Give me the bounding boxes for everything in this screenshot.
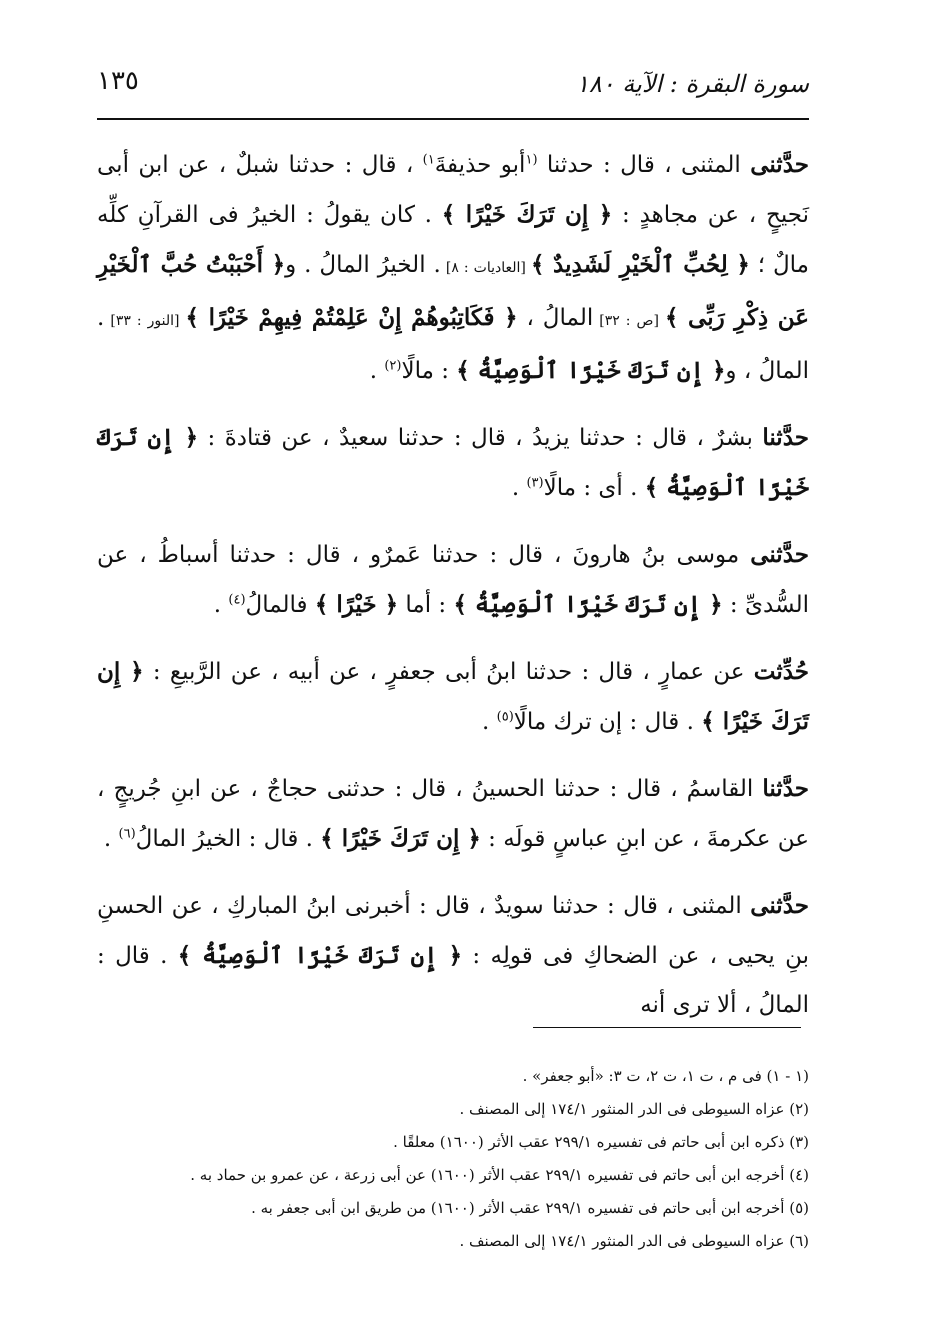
quran-quote: ﴿ خَيْرًا ﴾ xyxy=(314,591,399,618)
footnote-rule xyxy=(533,1027,801,1028)
footnote-marker: (١ xyxy=(525,152,538,168)
quran-quote: ﴿ أَحْبَبْتُ حُبَّ ٱلْخَيْرِ عَن ذِكْرِ رَبِّى ﴾ xyxy=(97,251,809,331)
paragraph-text: المثنى ، قال : حدثنا xyxy=(537,152,751,178)
page-header xyxy=(97,62,809,114)
footnote-marker: (٣) xyxy=(526,475,544,491)
narration-lead: حدَّثنا xyxy=(762,775,809,802)
paragraph-text: . xyxy=(103,826,119,852)
quran-quote: ﴿ إِن تَرَكَ خَيْرًا ﴾ xyxy=(441,201,613,228)
paragraph-text: : مالًا xyxy=(401,358,457,384)
verse-reference: [ص : ٣٢] xyxy=(593,313,665,329)
footnote: (٣) ذكره ابن أبى حاتم فى تفسيره ٢٩٩/١ عقب الأثر (١٦٠٠) معلقًا . xyxy=(393,1133,809,1151)
paragraph-text: . قال : إن ترك مالًا xyxy=(513,709,702,735)
paragraph-text: . xyxy=(511,475,527,501)
quran-quote: ﴿ لِحُبِّ ٱلْخَيْرِ لَشَدِيدٌ ﴾ xyxy=(530,251,750,278)
paragraph xyxy=(97,881,809,1030)
paragraph-text: بشرٌ ، قال : حدثنا يزيدُ ، قال : حدثنا سعيدٌ ، عن قتادةَ : xyxy=(198,425,763,451)
quran-quote: ﴿ إِن تَرَكَ خَيْرًا ٱلْوَصِيَّةُ ﴾ xyxy=(456,357,726,384)
paragraph-text: . الخيرُ المالُ . و xyxy=(285,252,441,278)
footnote-marker: ١) xyxy=(422,152,435,168)
narration-lead: حدَّثنا xyxy=(762,424,809,451)
running-title: سورة البقرة : الآية ١٨٠ xyxy=(575,70,809,98)
main-text xyxy=(97,140,809,1047)
paragraph xyxy=(97,140,809,396)
quran-quote: ﴿ إِن تَرَكَ خَيْرًا ﴾ xyxy=(320,825,481,852)
paragraph xyxy=(97,764,809,864)
paragraph-text: . قال : الخيرُ المالُ xyxy=(135,826,321,852)
footnote-marker: (٦) xyxy=(118,826,136,842)
footnotes xyxy=(97,1060,809,1258)
paragraph-text: ، قال : حدثنا شبلٌ ، عن ابن أبى نَجيحٍ ، عن مجاهدٍ : xyxy=(97,152,810,228)
quran-quote: ﴿ فَكَاتِبُوهُمْ إِنْ عَلِمْتُمْ فِيهِمْ خَيْرًا ﴾ xyxy=(185,304,518,331)
paragraph-text: . كان يقولُ : الخيرُ فى القرآنِ كلِّه مالٌ ؛ xyxy=(97,202,809,278)
paragraph-text: أبو حذيفةَ xyxy=(434,152,526,178)
verse-reference: [النور : ٣٣] xyxy=(104,313,186,329)
paragraph-text: القاسمُ ، قال : حدثنا الحسينُ ، قال : حدثنى حجاجٌ ، عن ابنِ جُريجٍ ، عن عكرمةَ ، عن ابنِ عباسٍ قولَه : xyxy=(97,776,809,852)
paragraph xyxy=(97,530,809,630)
narration-lead: حدَّثنى xyxy=(750,892,809,919)
footnote: (٦) عزاه السيوطى فى الدر المنثور ١٧٤/١ إلى المصنف . xyxy=(459,1232,809,1250)
paragraph-text: . المالُ ، و xyxy=(97,305,809,384)
footnote: (٥) أخرجه ابن أبى حاتم فى تفسيره ٢٩٩/١ عقب الأثر (١٦٠٠) من طريق ابن أبى جعفر به . xyxy=(251,1199,809,1217)
paragraph-text: فالمالُ xyxy=(245,592,315,618)
quran-quote: ﴿ إِن تَرَكَ خَيْرًا ٱلْوَصِيَّةُ ﴾ xyxy=(177,942,463,969)
quran-quote: ﴿ إِن تَرَكَ خَيْرًا ﴾ xyxy=(97,658,809,735)
paragraph xyxy=(97,413,809,513)
header-rule xyxy=(97,118,809,120)
footnote-marker: (٢) xyxy=(384,358,402,374)
verse-reference: [العاديات : ٨] xyxy=(440,260,531,276)
paragraph-text: المثنى ، قال : حدثنا سويدٌ ، قال : أخبرنى ابنُ المباركِ ، عن الحسنِ بنِ يحيى ، عن الضحاكِ فى قولِه : xyxy=(97,893,809,969)
paragraph-text: . أى : مالًا xyxy=(543,475,645,501)
narration-lead: حدَّثنى xyxy=(750,541,809,568)
footnote: (١ - ١) فى م ، ت ١، ت ٢، ت ٣: «أبو جعفر» . xyxy=(522,1067,809,1085)
quran-quote: ﴿ إِن تَرَكَ خَيْرًا ٱلْوَصِيَّةُ ﴾ xyxy=(453,591,723,618)
paragraph-text: المالُ ، xyxy=(517,305,594,331)
paragraph-text: عن عمارٍ ، قال : حدثنا ابنُ أبى جعفرٍ ، عن أبيه ، عن الرَّبيعِ : xyxy=(143,659,754,685)
paragraph-text: . xyxy=(482,709,497,735)
paragraph-text: . قال : المالُ ، ألا ترى أنه xyxy=(97,943,809,1018)
footnote: (٤) أخرجه ابن أبى حاتم فى تفسيره ٢٩٩/١ عقب الأثر (١٦٠٠) عن أبى زرعة ، عن عمرو بن حماد به . xyxy=(190,1166,809,1184)
footnote-marker: (٥) xyxy=(496,709,514,725)
paragraph-text: : أما xyxy=(398,592,454,618)
narration-lead: حُدِّثت xyxy=(753,658,810,685)
footnote-marker: (٤) xyxy=(228,592,246,608)
paragraph-text: . xyxy=(369,358,385,384)
paragraph xyxy=(97,647,809,747)
paragraph-text: . xyxy=(213,592,229,618)
narration-lead: حدَّثنى xyxy=(750,151,809,178)
paragraph-text: موسى بنُ هارونَ ، قال : حدثنا عَمرٌو ، قال : حدثنا أسباطُ ، عن السُّدىِّ : xyxy=(97,542,809,618)
quran-quote: ﴿ إِن تَرَكَ خَيْرًا ٱلْوَصِيَّةُ ﴾ xyxy=(97,424,809,501)
footnote: (٢) عزاه السيوطى فى الدر المنثور ١٧٤/١ إلى المصنف . xyxy=(459,1100,809,1118)
page-number: ١٣٥ xyxy=(97,66,139,96)
